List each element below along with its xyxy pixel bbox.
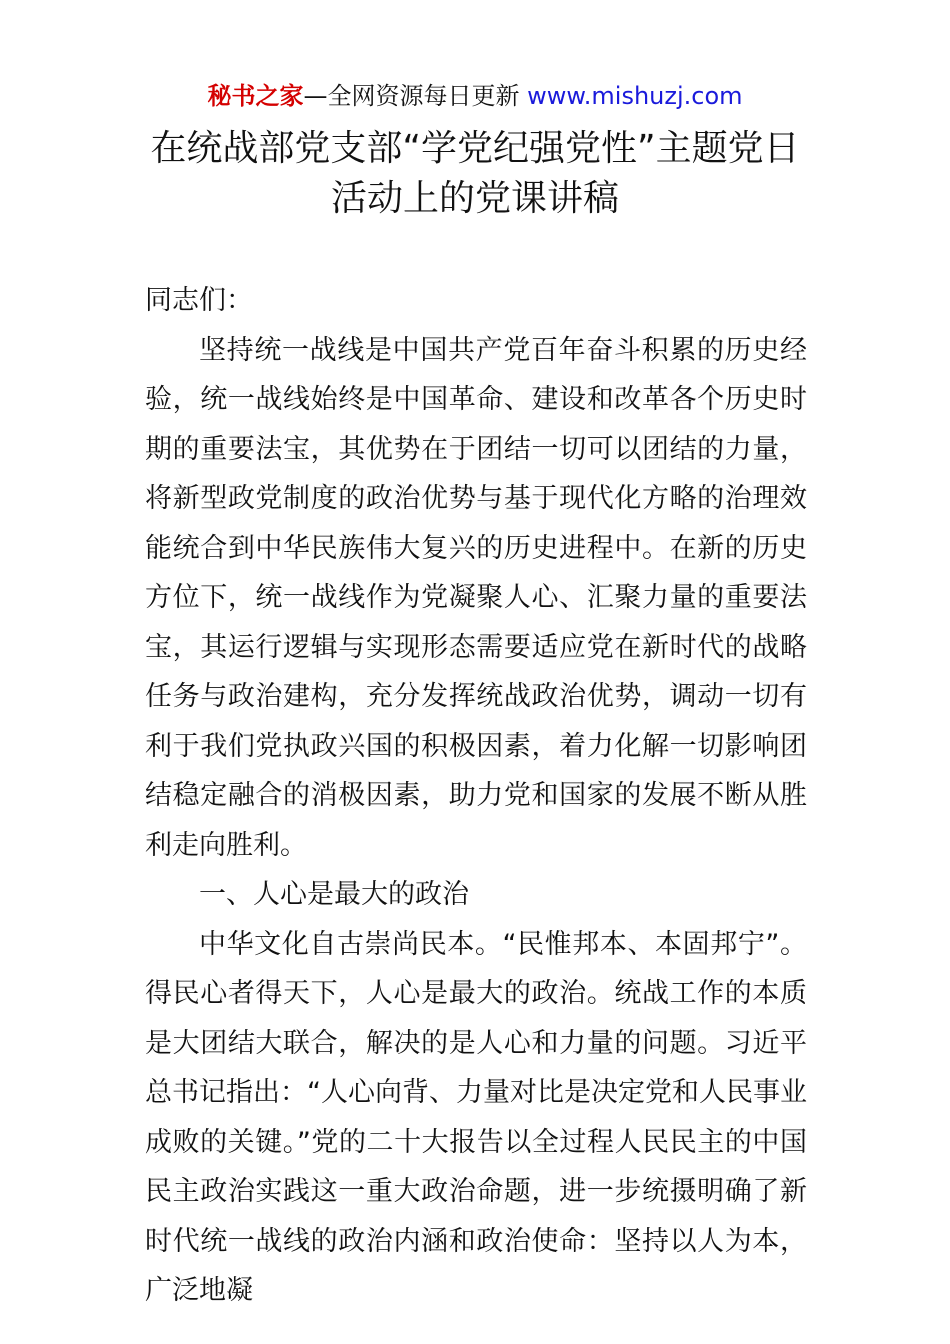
site-url-link[interactable]: www.mishuzj.com <box>527 82 743 110</box>
document-title: 在统战部党支部“学党纪强党性”主题党日活动上的党课讲稿 <box>150 128 800 219</box>
brand-name: 秘书之家 <box>207 82 304 110</box>
document-body <box>145 276 807 1316</box>
section-heading: 一、人心是最大的政治 <box>199 879 469 910</box>
body-paragraph: 坚持统一战线是中国共产党百年奋斗积累的历史经验，统一战线始终是中国革命、建设和改革各个历史时期的重要法宝，其优势在于团结一切可以团结的力量，将新型政党制度的政治优势与基于现代化方略的治理效能统合到中华民族伟大复兴的历史进程中。在新的历史方位下，统一战线作为党凝聚人心、汇聚力量的重要法宝，其运行逻辑与实现形态需要适应党在新时代的战略任务与政治建构，充分发挥统战政治优势，调动一切有利于我们党执政兴国的积极因素，着力化解一切影响团结稳定融合的消极因素，助力党和国家的发展不断从胜利走向胜利。 <box>145 334 807 861</box>
salutation: 同志们： <box>145 285 253 316</box>
header-tagline: —全网资源每日更新 <box>303 82 528 110</box>
body-paragraph: 中华文化自古崇尚民本。“民惟邦本、本固邦宁”。得民心者得天下，人心是最大的政治。统战工作的本质是大团结大联合，解决的是人心和力量的问题。习近平总书记指出：“人心向背、力量对比是决定党和人民事业成败的关键。”党的二十大报告以全过程人民民主的中国民主政治实践这一重大政治命题，进一步统摄明确了新时代统一战线的政治内涵和政治使命：坚持以人为本，广泛地凝 <box>145 928 807 1306</box>
site-header <box>0 80 950 112</box>
